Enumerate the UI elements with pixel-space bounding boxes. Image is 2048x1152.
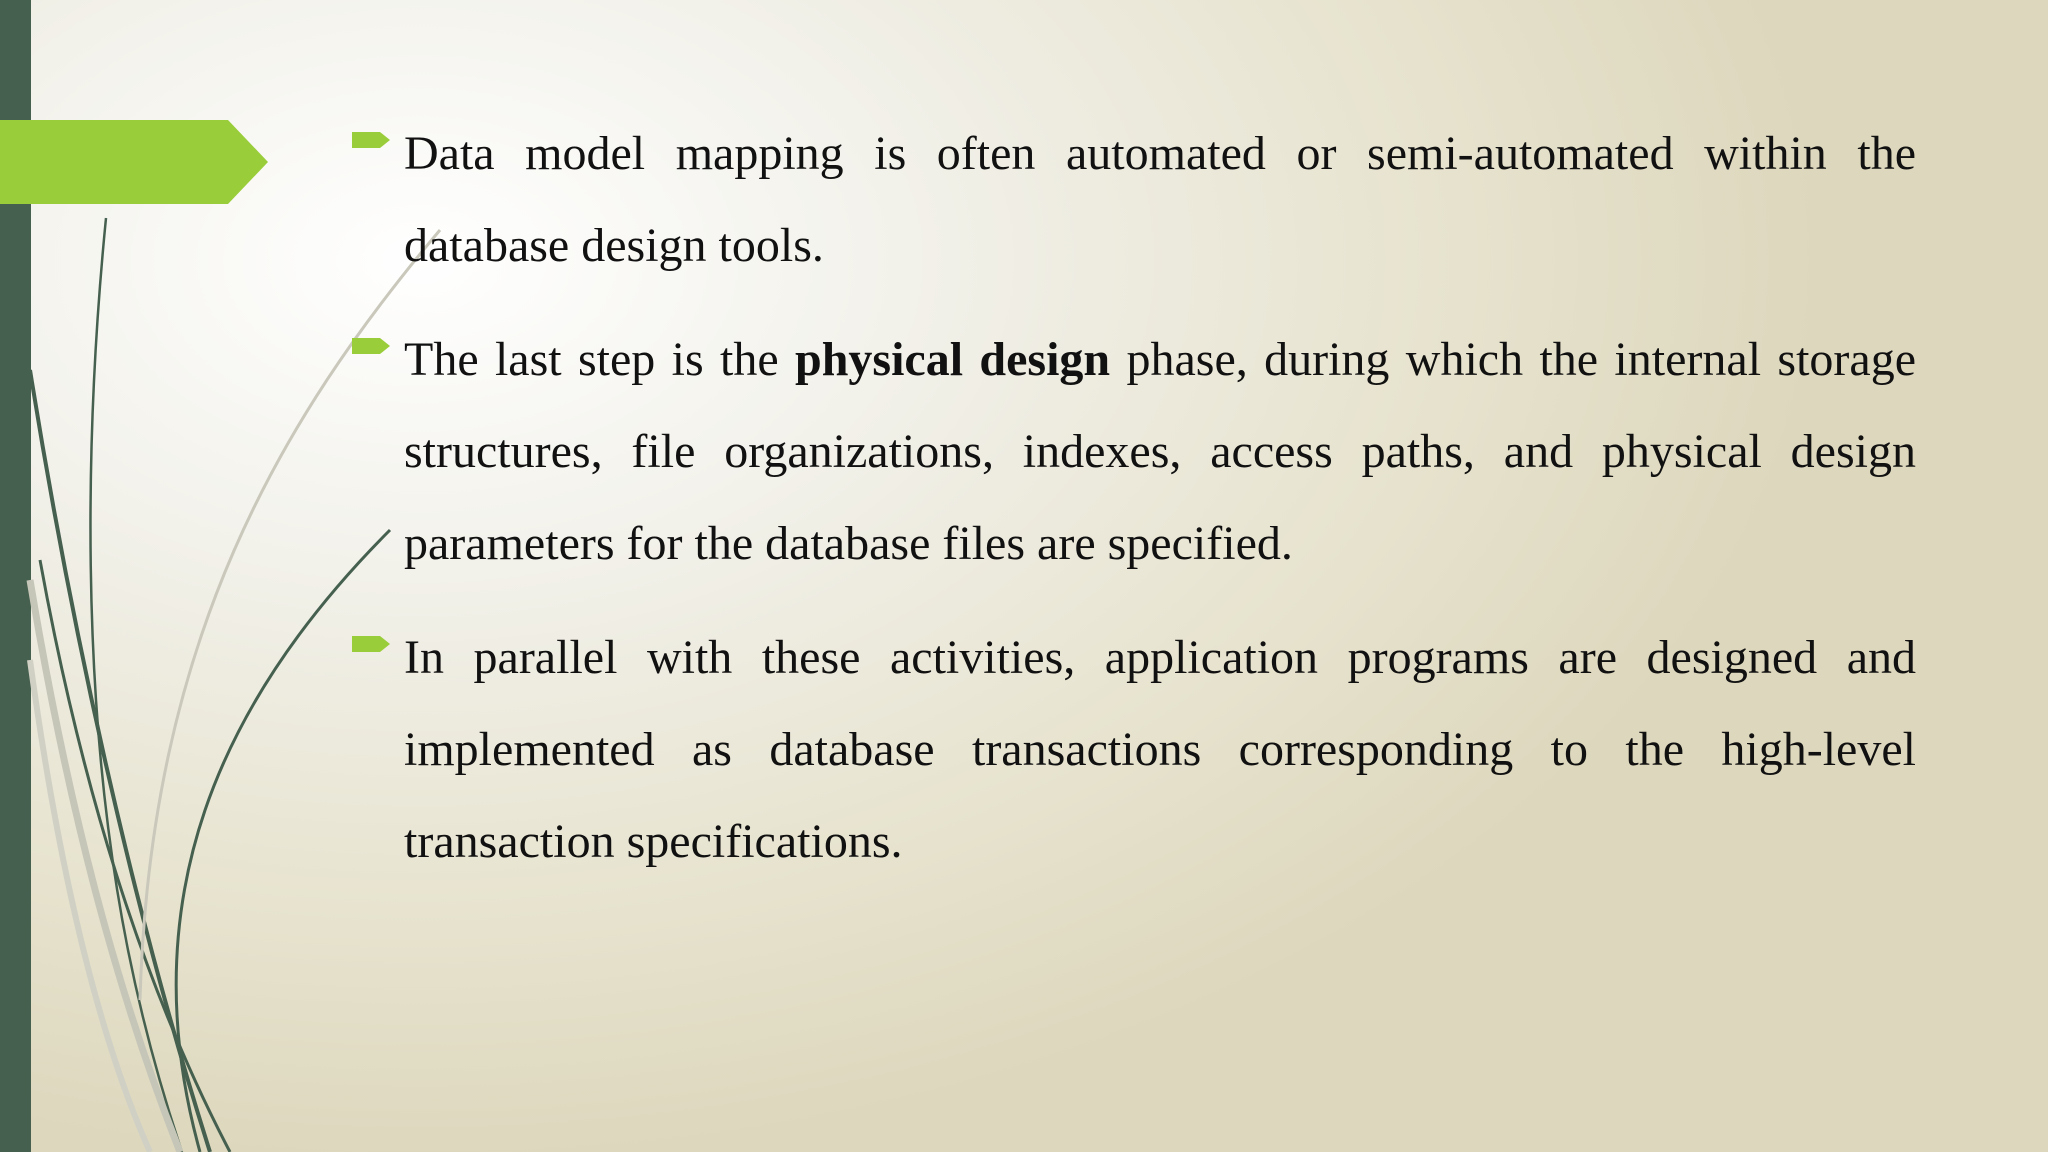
bullet-text: In parallel with these activities, application programs are designed and implemented as database transactions corresponding to the high-level transaction specifications. xyxy=(404,631,1916,868)
curve-7 xyxy=(30,660,150,1152)
bold-term: physical design xyxy=(795,333,1111,386)
slide-content xyxy=(352,108,1916,910)
arrow-bullet-icon xyxy=(352,634,390,654)
bullet-item xyxy=(352,108,1916,292)
bullet-item xyxy=(352,612,1916,888)
bullet-text xyxy=(404,314,1916,590)
arrow-bullet-icon xyxy=(352,130,390,150)
bullet-text-part: The last step is the xyxy=(404,333,796,386)
curve-2 xyxy=(30,370,210,1152)
bullet-text-part: phase, during which the internal storage structures, file organizations, indexes, access paths, and physical design parameters for the database files are specified. xyxy=(404,333,1916,570)
arrow-bullet-icon xyxy=(352,336,390,356)
bullet-item xyxy=(352,314,1916,590)
green-arrow-tab xyxy=(0,120,268,204)
bullet-text: Data model mapping is often automated or semi-automated within the database design tools. xyxy=(404,127,1916,272)
curve-6 xyxy=(30,580,180,1152)
curve-3 xyxy=(40,560,230,1152)
